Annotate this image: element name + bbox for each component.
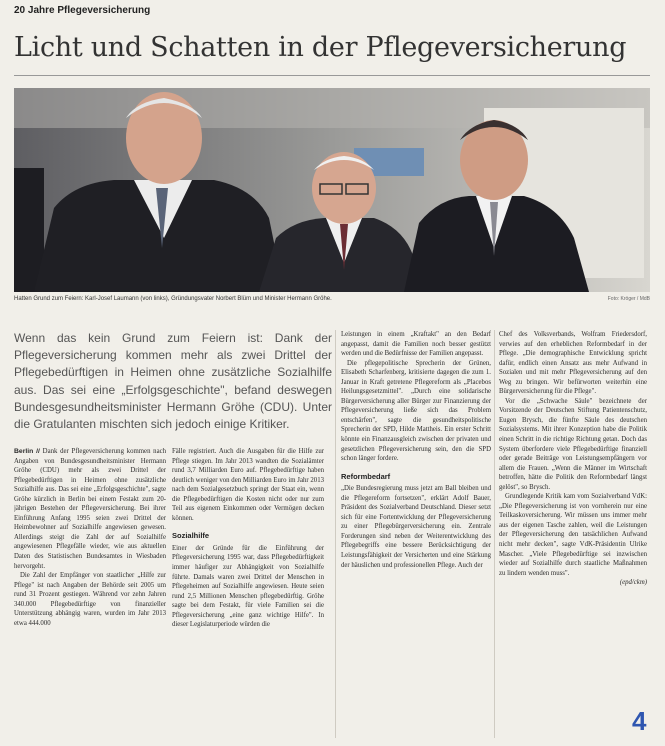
article-photo: [14, 88, 650, 292]
body-paragraph: Fälle registriert. Auch die Ausgaben für die Hilfe zur Pflege stiegen. Im Jahr 2013 wandten die Sozialämter rund 3,7 Milliarden Euro auf. Pflegebedürftige haben deutlich weniger von den Milliarden Euro im Jahr 2013 nach dem Sozialgesetzbuch springt der Staat ein, wenn die Pflegebedürftigen die Kosten nicht oder nur zum Teil aus eigenem Einkommen oder Vermögen decken können.: [172, 448, 324, 522]
headline: Licht und Schatten in der Pflegeversicherung: [14, 32, 627, 63]
lead-paragraph: Wenn das kein Grund zum Feiern ist: Dank der Pflegeversicherung kommen mehr als zwei Drittel der Pflegebedürftigen in Heimen ohne zusätzliche Sozialhilfe aus. Das sei eine „Erfolgsgeschichte", befand deswegen Bundesgesundheitsminister Hermann Gröhe (CDU). Unter die Gratulanten mischten sich jedoch einige Kritiker.: [14, 331, 332, 432]
article-column-1: [14, 447, 166, 739]
body-paragraph: Die Zahl der Empfänger von staatlicher „Hilfe zur Pflege" ist nach Angaben der Behörde seit 2005 um rund 31 Prozent gestiegen. Während vor zehn Jahren 340.000 Pflegebedürftige von finanzieller Unterstützung abhängig waren, wurden im Jahr 2013 etwa 444.000: [14, 572, 166, 627]
column-divider: [494, 330, 495, 738]
column-divider: [335, 330, 336, 738]
body-paragraph: [14, 447, 166, 571]
article-column-3: [341, 330, 491, 740]
body-paragraph: Grundlegende Kritik kam vom Sozialverband VdK: „Die Pflegeversicherung ist von vornherein nur eine Teilkaskoversicherung. Wir müssen uns immer mehr aus der eigenen Tasche zahlen, weil die Leistungen der Pflegeversicherung den tatsächlichen Aufwand nicht mehr decken", sagte VdK-Präsidentin Ulrike Mascher. „Viele Pflegebedürftige sei inzwischen wieder auf Sozialhilfe durch staatliche Maßnahmen zu lindern wenden muss".: [499, 493, 647, 577]
article-column-4: [499, 330, 647, 740]
body-paragraph: Einer der Gründe für die Einführung der Pflegeversicherung 1995 war, dass Pflegebedürftigkeit immer häufiger zur Abhängigkeit von Sozialhilfe führte. Damals waren zwei Drittel der Menschen in Pflegeheimen auf Sozialhilfe angewiesen. Heute seien rund 2,5 Millionen Menschen pflegebedürftig. Gröhe sagte bei dem Festakt, für viele Familien sei die Pflegeversicherung „eine ganz wichtige Hilfe". In dieser Legislaturperiode würden die: [172, 544, 324, 629]
photo-credit: Foto: Kröger / MdB: [607, 296, 650, 302]
body-paragraph: Chef des Volksverbands, Wolfram Friedersdorf, verwies auf den erheblichen Reformbedarf in der Pflege. „Die demographische Entwicklung spricht dafür, endlich einen Ansatz aus mehr Aufwand in Sozialen und mit mehr Pflegeversicherung auf den Weg zu bringen. Wir befürworten weiterhin eine Bürgerversicherung für die Pflege".: [499, 331, 647, 396]
divider: [14, 75, 650, 76]
subheading-reformbedarf: Reformbedarf: [341, 471, 391, 481]
body-paragraph: Vor die „Schwache Säule" bezeichnete der Vorsitzende der Deutschen Stiftung Patientenschutz, Eugen Brysch, die fünfte Säule des deutschen Sozialsystems. Mit ihrer Konzeption habe die Politik einen Schritt in die richtige Richtung getan. Doch das System überfordere viele Pflegebedürftige finanziell oder gerade Beiträge von Leistungsempfängern vor allem die Frauen. „Wenn die Männer im Wirtschaft betroffen, hätte die Politik den Reformbedarf längst gelöst", so Brysch.: [499, 397, 647, 491]
photo-illustration: [14, 88, 650, 292]
kicker: 20 Jahre Pflegeversicherung: [14, 5, 151, 16]
photo-caption: Hatten Grund zum Feiern: Karl-Josef Laumann (von links), Gründungsvater Norbert Blüm und Minister Hermann Gröhe.: [14, 296, 332, 302]
author: (epd/ckm): [619, 579, 647, 587]
body-text: Dank der Pflegeversicherung kommen nach Angaben von Bundesgesundheitsminister Hermann Gröhe (CDU) mehr als zwei Drittel der Pflegebedürftigen in Heimen ohne zusätzliche Sozialhilfe aus. Das sei eine „Erfolgsgeschichte", sagte Gröhe kürzlich in Berlin bei einem Festakt zum 20-jährigen Bestehen der Pflegeversicherung. Bei ihrer Einführung Anfang 1995 seien zwei Drittel der Heimbewohner auf Sozialhilfe angewiesen gewesen. Allerdings steigt die Zahl der auf Sozialhilfe angewiesenen Pflegefälle wieder, wie aus aktuellen Daten des Statistischen Bundesamtes in Wiesbaden hervorgeht.: [14, 448, 166, 570]
body-paragraph: Die pflegepolitische Sprecherin der Grünen, Elisabeth Scharfenberg, kritisierte dagegen die zum 1. Januar in Kraft getretene Pflegereform als „Placebos Heilungsgesetzmittel". „Durch eine solidarische Bürgerversicherung aller Bürger zur Finanzierung der Pflegeversicherung ließe sich das Problem entschärfen", sagte die gesundheitspolitische Sprecherin der SPD, Hilde Mattheis. Ein erster Schritt könnte ein Finanzausgleich zwischen der privaten und gesetzlichen Pflegeversicherung sein, den die SPD schon länger fordere.: [341, 359, 491, 463]
body-paragraph: „Die Bundesregierung muss jetzt am Ball bleiben und die Pflegereform fortsetzen", erklärt Adolf Bauer, Präsident des Sozialverband Deutschland. Dieser setzt sich für eine Fortentwicklung der Pflegeversicherung zu einer Pflegebürgerversicherung ein. Zentrale Forderungen sind neben der Weiterentwicklung des Pflegebegriffs eine bessere Berücksichtigung der Leistungsfähigkeit der Versicherten und eine Stärkung der häuslichen und professionellen Pflege. Auch der: [341, 485, 491, 569]
dateline: Berlin //: [14, 448, 40, 455]
page-number: 4: [632, 706, 647, 736]
body-paragraph: Leistungen in einem „Kraftakt" an den Bedarf angepasst, damit die Familien noch besser gestützt werden und die Bedürfnisse der Familien angepasst.: [341, 331, 491, 358]
subheading-sozialhilfe: Sozialhilfe: [172, 531, 210, 541]
article-column-2: [172, 447, 324, 739]
author-credit: [499, 578, 647, 588]
